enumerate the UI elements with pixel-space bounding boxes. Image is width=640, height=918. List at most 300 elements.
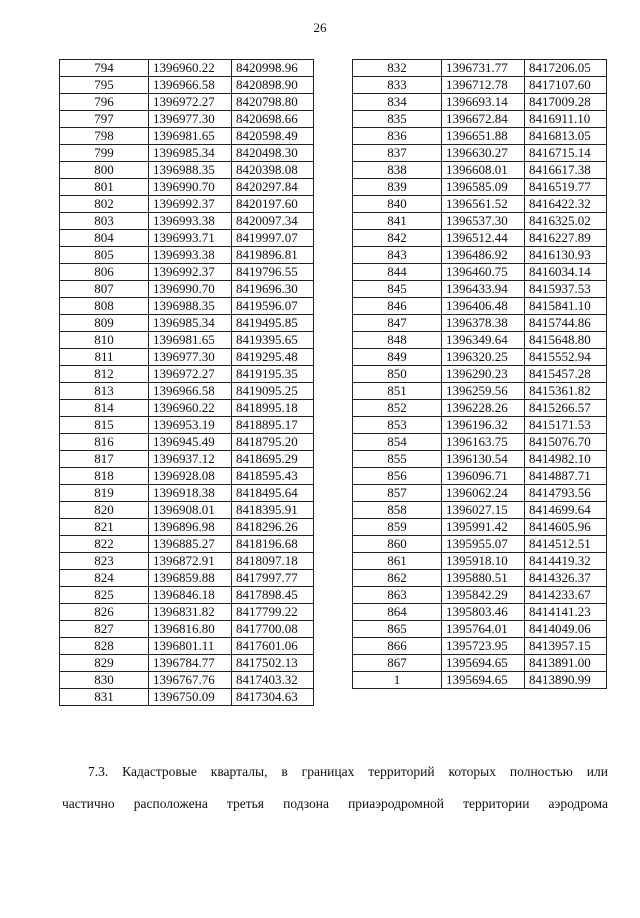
y-coordinate-cell: 8418097.18	[232, 553, 314, 570]
y-coordinate-cell: 8417304.63	[232, 689, 314, 706]
table-row	[60, 638, 314, 655]
table-row	[60, 179, 314, 196]
y-coordinate-cell: 8417799.22	[232, 604, 314, 621]
y-coordinate-cell: 8414605.96	[525, 519, 607, 536]
point-number-cell: 804	[60, 230, 149, 247]
point-number-cell: 794	[60, 60, 149, 77]
x-coordinate-cell: 1396960.22	[149, 400, 232, 417]
table-row	[353, 400, 607, 417]
point-number-cell: 822	[60, 536, 149, 553]
y-coordinate-cell: 8419295.48	[232, 349, 314, 366]
x-coordinate-cell: 1396062.24	[442, 485, 525, 502]
point-number-cell: 849	[353, 349, 442, 366]
point-number-cell: 825	[60, 587, 149, 604]
table-row	[353, 417, 607, 434]
y-coordinate-cell: 8420498.30	[232, 145, 314, 162]
table-row	[353, 383, 607, 400]
table-row	[60, 349, 314, 366]
table-row	[60, 298, 314, 315]
point-number-cell: 843	[353, 247, 442, 264]
point-number-cell: 798	[60, 128, 149, 145]
x-coordinate-cell: 1396784.77	[149, 655, 232, 672]
point-number-cell: 819	[60, 485, 149, 502]
point-number-cell: 810	[60, 332, 149, 349]
point-number-cell: 840	[353, 196, 442, 213]
table-row	[60, 281, 314, 298]
x-coordinate-cell: 1396801.11	[149, 638, 232, 655]
x-coordinate-cell: 1396988.35	[149, 162, 232, 179]
x-coordinate-cell: 1396993.38	[149, 247, 232, 264]
point-number-cell: 841	[353, 213, 442, 230]
x-coordinate-cell: 1396953.19	[149, 417, 232, 434]
point-number-cell: 814	[60, 400, 149, 417]
table-row	[60, 434, 314, 451]
table-row	[60, 111, 314, 128]
y-coordinate-cell: 8420197.60	[232, 196, 314, 213]
point-number-cell: 865	[353, 621, 442, 638]
x-coordinate-cell: 1396096.71	[442, 468, 525, 485]
table-row	[353, 366, 607, 383]
x-coordinate-cell: 1396977.30	[149, 111, 232, 128]
x-coordinate-cell: 1396918.38	[149, 485, 232, 502]
x-coordinate-cell: 1395694.65	[442, 672, 525, 689]
point-number-cell: 812	[60, 366, 149, 383]
table-row	[60, 230, 314, 247]
table-row	[353, 332, 607, 349]
x-coordinate-cell: 1396750.09	[149, 689, 232, 706]
x-coordinate-cell: 1396290.23	[442, 366, 525, 383]
x-coordinate-cell: 1395764.01	[442, 621, 525, 638]
x-coordinate-cell: 1396767.76	[149, 672, 232, 689]
y-coordinate-cell: 8419696.30	[232, 281, 314, 298]
table-row	[60, 400, 314, 417]
point-number-cell: 850	[353, 366, 442, 383]
table-row	[60, 162, 314, 179]
point-number-cell: 851	[353, 383, 442, 400]
table-row	[353, 298, 607, 315]
x-coordinate-cell: 1396966.58	[149, 383, 232, 400]
point-number-cell: 817	[60, 451, 149, 468]
point-number-cell: 796	[60, 94, 149, 111]
y-coordinate-cell: 8415266.57	[525, 400, 607, 417]
x-coordinate-cell: 1395803.46	[442, 604, 525, 621]
x-coordinate-cell: 1396816.80	[149, 621, 232, 638]
table-row	[353, 451, 607, 468]
y-coordinate-cell: 8418995.18	[232, 400, 314, 417]
y-coordinate-cell: 8420898.90	[232, 77, 314, 94]
y-coordinate-cell: 8419896.81	[232, 247, 314, 264]
y-coordinate-cell: 8417206.05	[525, 60, 607, 77]
y-coordinate-cell: 8419095.25	[232, 383, 314, 400]
x-coordinate-cell: 1396937.12	[149, 451, 232, 468]
table-row	[353, 655, 607, 672]
point-number-cell: 831	[60, 689, 149, 706]
point-number-cell: 799	[60, 145, 149, 162]
table-row	[60, 383, 314, 400]
table-row	[60, 451, 314, 468]
x-coordinate-cell: 1396349.64	[442, 332, 525, 349]
y-coordinate-cell: 8420798.80	[232, 94, 314, 111]
point-number-cell: 811	[60, 349, 149, 366]
table-row	[60, 536, 314, 553]
x-coordinate-cell: 1395991.42	[442, 519, 525, 536]
y-coordinate-cell: 8416519.77	[525, 179, 607, 196]
table-row	[353, 349, 607, 366]
point-number-cell: 809	[60, 315, 149, 332]
x-coordinate-cell: 1396990.70	[149, 179, 232, 196]
y-coordinate-cell: 8416813.05	[525, 128, 607, 145]
point-number-cell: 861	[353, 553, 442, 570]
table-row	[353, 264, 607, 281]
y-coordinate-cell: 8414049.06	[525, 621, 607, 638]
point-number-cell: 867	[353, 655, 442, 672]
point-number-cell: 828	[60, 638, 149, 655]
point-number-cell: 854	[353, 434, 442, 451]
point-number-cell: 847	[353, 315, 442, 332]
x-coordinate-cell: 1396712.78	[442, 77, 525, 94]
table-row	[60, 366, 314, 383]
table-row	[353, 553, 607, 570]
y-coordinate-cell: 8415171.53	[525, 417, 607, 434]
point-number-cell: 866	[353, 638, 442, 655]
point-number-cell: 827	[60, 621, 149, 638]
y-coordinate-cell: 8414699.64	[525, 502, 607, 519]
x-coordinate-cell: 1396731.77	[442, 60, 525, 77]
page-number: 26	[313, 20, 327, 35]
table-row	[353, 502, 607, 519]
table-row	[60, 196, 314, 213]
y-coordinate-cell: 8420598.49	[232, 128, 314, 145]
table-row	[353, 77, 607, 94]
point-number-cell: 836	[353, 128, 442, 145]
x-coordinate-cell: 1396561.52	[442, 196, 525, 213]
x-coordinate-cell: 1395918.10	[442, 553, 525, 570]
point-number-cell: 829	[60, 655, 149, 672]
point-number-cell: 823	[60, 553, 149, 570]
x-coordinate-cell: 1396945.49	[149, 434, 232, 451]
table-row	[353, 638, 607, 655]
x-coordinate-cell: 1396608.01	[442, 162, 525, 179]
table-row	[353, 587, 607, 604]
x-coordinate-cell: 1396196.32	[442, 417, 525, 434]
x-coordinate-cell: 1396990.70	[149, 281, 232, 298]
y-coordinate-cell: 8419997.07	[232, 230, 314, 247]
point-number-cell: 805	[60, 247, 149, 264]
x-coordinate-cell: 1396988.35	[149, 298, 232, 315]
point-number-cell: 800	[60, 162, 149, 179]
point-number-cell: 857	[353, 485, 442, 502]
x-coordinate-cell: 1396928.08	[149, 468, 232, 485]
table-row	[60, 519, 314, 536]
y-coordinate-cell: 8417601.06	[232, 638, 314, 655]
x-coordinate-cell: 1396460.75	[442, 264, 525, 281]
table-row	[60, 60, 314, 77]
y-coordinate-cell: 8420097.34	[232, 213, 314, 230]
point-number-cell: 808	[60, 298, 149, 315]
table-row	[353, 604, 607, 621]
y-coordinate-cell: 8419596.07	[232, 298, 314, 315]
point-number-cell: 820	[60, 502, 149, 519]
x-coordinate-cell: 1396027.15	[442, 502, 525, 519]
y-coordinate-cell: 8413890.99	[525, 672, 607, 689]
x-coordinate-cell: 1395955.07	[442, 536, 525, 553]
point-number-cell: 821	[60, 519, 149, 536]
y-coordinate-cell: 8418495.64	[232, 485, 314, 502]
y-coordinate-cell: 8415457.28	[525, 366, 607, 383]
y-coordinate-cell: 8416325.02	[525, 213, 607, 230]
y-coordinate-cell: 8418595.43	[232, 468, 314, 485]
x-coordinate-cell: 1396846.18	[149, 587, 232, 604]
point-number-cell: 838	[353, 162, 442, 179]
y-coordinate-cell: 8418296.26	[232, 519, 314, 536]
x-coordinate-cell: 1396433.94	[442, 281, 525, 298]
table-row	[60, 502, 314, 519]
table-row	[60, 604, 314, 621]
y-coordinate-cell: 8415648.80	[525, 332, 607, 349]
point-number-cell: 832	[353, 60, 442, 77]
point-number-cell: 835	[353, 111, 442, 128]
table-row	[353, 247, 607, 264]
y-coordinate-cell: 8419796.55	[232, 264, 314, 281]
y-coordinate-cell: 8414982.10	[525, 451, 607, 468]
table-row	[60, 485, 314, 502]
point-number-cell: 1	[353, 672, 442, 689]
table-row	[353, 196, 607, 213]
point-number-cell: 864	[353, 604, 442, 621]
y-coordinate-cell: 8420998.96	[232, 60, 314, 77]
x-coordinate-cell: 1396966.58	[149, 77, 232, 94]
x-coordinate-cell: 1396320.25	[442, 349, 525, 366]
y-coordinate-cell: 8418895.17	[232, 417, 314, 434]
x-coordinate-cell: 1396630.27	[442, 145, 525, 162]
x-coordinate-cell: 1396651.88	[442, 128, 525, 145]
x-coordinate-cell: 1396672.84	[442, 111, 525, 128]
point-number-cell: 842	[353, 230, 442, 247]
table-row	[60, 145, 314, 162]
x-coordinate-cell: 1396693.14	[442, 94, 525, 111]
table-row	[353, 536, 607, 553]
table-row	[60, 315, 314, 332]
y-coordinate-cell: 8416715.14	[525, 145, 607, 162]
coordinates-table-right	[352, 59, 607, 689]
y-coordinate-cell: 8415076.70	[525, 434, 607, 451]
point-number-cell: 860	[353, 536, 442, 553]
table-row	[353, 94, 607, 111]
y-coordinate-cell: 8419395.65	[232, 332, 314, 349]
point-number-cell: 833	[353, 77, 442, 94]
y-coordinate-cell: 8419195.35	[232, 366, 314, 383]
y-coordinate-cell: 8414141.23	[525, 604, 607, 621]
point-number-cell: 826	[60, 604, 149, 621]
y-coordinate-cell: 8415841.10	[525, 298, 607, 315]
point-number-cell: 813	[60, 383, 149, 400]
y-coordinate-cell: 8413891.00	[525, 655, 607, 672]
x-coordinate-cell: 1396885.27	[149, 536, 232, 553]
x-coordinate-cell: 1396993.71	[149, 230, 232, 247]
table-row	[353, 60, 607, 77]
x-coordinate-cell: 1395694.65	[442, 655, 525, 672]
section-paragraph-line-2: частично расположена третья подзона приаэродромной территории аэродрома	[62, 796, 608, 811]
table-row	[353, 485, 607, 502]
point-number-cell: 846	[353, 298, 442, 315]
table-row	[353, 434, 607, 451]
table-row	[353, 672, 607, 689]
point-number-cell: 807	[60, 281, 149, 298]
point-number-cell: 795	[60, 77, 149, 94]
coordinates-table-left	[59, 59, 314, 706]
x-coordinate-cell: 1396992.37	[149, 264, 232, 281]
y-coordinate-cell: 8418695.29	[232, 451, 314, 468]
point-number-cell: 839	[353, 179, 442, 196]
x-coordinate-cell: 1396228.26	[442, 400, 525, 417]
point-number-cell: 830	[60, 672, 149, 689]
table-row	[60, 247, 314, 264]
table-row	[60, 621, 314, 638]
x-coordinate-cell: 1396896.98	[149, 519, 232, 536]
x-coordinate-cell: 1395880.51	[442, 570, 525, 587]
x-coordinate-cell: 1396406.48	[442, 298, 525, 315]
x-coordinate-cell: 1396981.65	[149, 128, 232, 145]
point-number-cell: 802	[60, 196, 149, 213]
x-coordinate-cell: 1396512.44	[442, 230, 525, 247]
x-coordinate-cell: 1396977.30	[149, 349, 232, 366]
table-row	[353, 519, 607, 536]
table-row	[60, 264, 314, 281]
table-row	[60, 417, 314, 434]
x-coordinate-cell: 1396537.30	[442, 213, 525, 230]
table-row	[60, 655, 314, 672]
y-coordinate-cell: 8414419.32	[525, 553, 607, 570]
y-coordinate-cell: 8420698.66	[232, 111, 314, 128]
y-coordinate-cell: 8417997.77	[232, 570, 314, 587]
y-coordinate-cell: 8418395.91	[232, 502, 314, 519]
y-coordinate-cell: 8414887.71	[525, 468, 607, 485]
y-coordinate-cell: 8417700.08	[232, 621, 314, 638]
y-coordinate-cell: 8416130.93	[525, 247, 607, 264]
y-coordinate-cell: 8419495.85	[232, 315, 314, 332]
x-coordinate-cell: 1396259.56	[442, 383, 525, 400]
table-row	[60, 689, 314, 706]
table-row	[60, 570, 314, 587]
x-coordinate-cell: 1396130.54	[442, 451, 525, 468]
y-coordinate-cell: 8414793.56	[525, 485, 607, 502]
x-coordinate-cell: 1396992.37	[149, 196, 232, 213]
table-row	[353, 213, 607, 230]
point-number-cell: 803	[60, 213, 149, 230]
y-coordinate-cell: 8414512.51	[525, 536, 607, 553]
x-coordinate-cell: 1396908.01	[149, 502, 232, 519]
point-number-cell: 863	[353, 587, 442, 604]
x-coordinate-cell: 1396985.34	[149, 315, 232, 332]
y-coordinate-cell: 8415361.82	[525, 383, 607, 400]
x-coordinate-cell: 1396378.38	[442, 315, 525, 332]
point-number-cell: 797	[60, 111, 149, 128]
section-paragraph-line-1: 7.3. Кадастровые кварталы, в границах территорий которых полностью или	[88, 764, 608, 779]
point-number-cell: 848	[353, 332, 442, 349]
x-coordinate-cell: 1396972.27	[149, 94, 232, 111]
y-coordinate-cell: 8417898.45	[232, 587, 314, 604]
x-coordinate-cell: 1395842.29	[442, 587, 525, 604]
x-coordinate-cell: 1396985.34	[149, 145, 232, 162]
y-coordinate-cell: 8420398.08	[232, 162, 314, 179]
point-number-cell: 844	[353, 264, 442, 281]
table-row	[353, 230, 607, 247]
point-number-cell: 853	[353, 417, 442, 434]
table-row	[353, 111, 607, 128]
point-number-cell: 824	[60, 570, 149, 587]
y-coordinate-cell: 8420297.84	[232, 179, 314, 196]
table-row	[353, 468, 607, 485]
y-coordinate-cell: 8414233.67	[525, 587, 607, 604]
x-coordinate-cell: 1396972.27	[149, 366, 232, 383]
y-coordinate-cell: 8416227.89	[525, 230, 607, 247]
table-row	[60, 213, 314, 230]
x-coordinate-cell: 1396960.22	[149, 60, 232, 77]
point-number-cell: 837	[353, 145, 442, 162]
point-number-cell: 816	[60, 434, 149, 451]
x-coordinate-cell: 1396872.91	[149, 553, 232, 570]
x-coordinate-cell: 1396993.38	[149, 213, 232, 230]
table-row	[60, 672, 314, 689]
y-coordinate-cell: 8415744.86	[525, 315, 607, 332]
y-coordinate-cell: 8415937.53	[525, 281, 607, 298]
y-coordinate-cell: 8418795.20	[232, 434, 314, 451]
table-row	[353, 128, 607, 145]
point-number-cell: 815	[60, 417, 149, 434]
table-row	[60, 332, 314, 349]
y-coordinate-cell: 8414326.37	[525, 570, 607, 587]
y-coordinate-cell: 8413957.15	[525, 638, 607, 655]
x-coordinate-cell: 1396486.92	[442, 247, 525, 264]
x-coordinate-cell: 1396831.82	[149, 604, 232, 621]
y-coordinate-cell: 8418196.68	[232, 536, 314, 553]
table-row	[60, 77, 314, 94]
point-number-cell: 856	[353, 468, 442, 485]
table-row	[60, 587, 314, 604]
coordinates-table-right-body	[353, 60, 607, 689]
table-row	[60, 94, 314, 111]
point-number-cell: 859	[353, 519, 442, 536]
y-coordinate-cell: 8417107.60	[525, 77, 607, 94]
point-number-cell: 852	[353, 400, 442, 417]
y-coordinate-cell: 8417009.28	[525, 94, 607, 111]
point-number-cell: 806	[60, 264, 149, 281]
table-row	[353, 570, 607, 587]
y-coordinate-cell: 8416422.32	[525, 196, 607, 213]
table-row	[60, 468, 314, 485]
x-coordinate-cell: 1396585.09	[442, 179, 525, 196]
coordinates-table-left-body	[60, 60, 314, 706]
table-row	[353, 145, 607, 162]
table-row	[353, 621, 607, 638]
point-number-cell: 834	[353, 94, 442, 111]
point-number-cell: 818	[60, 468, 149, 485]
x-coordinate-cell: 1395723.95	[442, 638, 525, 655]
point-number-cell: 845	[353, 281, 442, 298]
y-coordinate-cell: 8416617.38	[525, 162, 607, 179]
x-coordinate-cell: 1396981.65	[149, 332, 232, 349]
point-number-cell: 858	[353, 502, 442, 519]
y-coordinate-cell: 8417502.13	[232, 655, 314, 672]
point-number-cell: 862	[353, 570, 442, 587]
y-coordinate-cell: 8416911.10	[525, 111, 607, 128]
x-coordinate-cell: 1396163.75	[442, 434, 525, 451]
table-row	[353, 315, 607, 332]
y-coordinate-cell: 8417403.32	[232, 672, 314, 689]
point-number-cell: 801	[60, 179, 149, 196]
point-number-cell: 855	[353, 451, 442, 468]
y-coordinate-cell: 8415552.94	[525, 349, 607, 366]
